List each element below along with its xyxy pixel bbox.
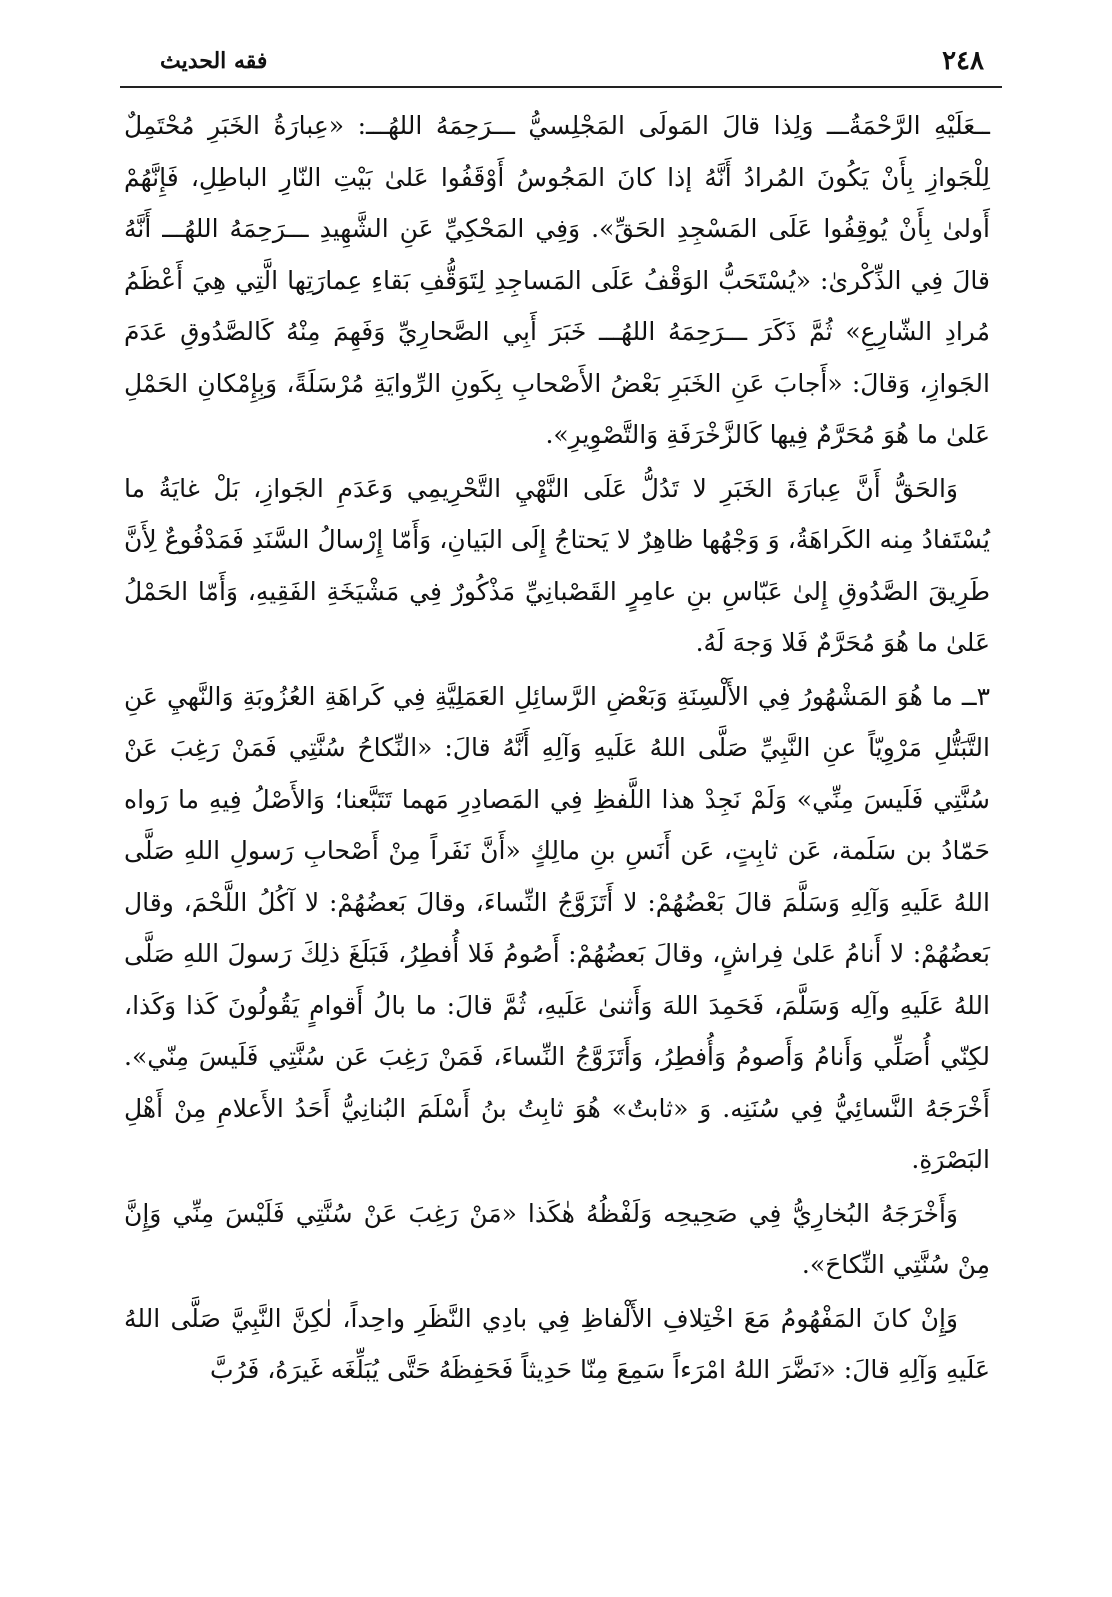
paragraph: وَالحَقُّ أَنَّ عِبارَةَ الخَبَرِ لا تَدُلُّ عَلَى النَّهْيِ التَّحْرِيمِي وَعَدَمِ الجَوازِ، بَلْ غايَةُ ما يُسْتَفادُ مِنه الكَراهَةُ، وَ وَجْهُها ظاهِرٌ لا يَحتاجُ إِلَى البَيانِ، وَأَمّا إِرْسالُ السَّنَدِ فَمَدْفُوعٌ لِأَنَّ طَرِيقَ الصَّدُوقِ إِلىٰ عَبّاسِ بنِ عامِرٍ القَصْبانِيِّ مَذْكُورٌ فِي مَشْيَخَةِ الفَقِيهِ، وَأَمّا الحَمْلُ عَلىٰ ما هُوَ مُحَرَّمٌ فَلا وَجهَ لَهُ. <box>124 473 990 657</box>
body-text <box>124 100 990 1398</box>
page-number: ٢٤٨ <box>942 46 984 76</box>
paragraph: وَأَخْرَجَهُ البُخارِيُّ فِي صَحِيحِه وَلَفْظُهُ هٰكَذا «مَنْ رَغِبَ عَنْ سُنَّتِي فَلَيْسَ مِنِّي وَإِنَّ مِنْ سُنَّتِي النِّكاحَ». <box>124 1198 990 1279</box>
header-divider <box>120 86 1002 88</box>
paragraph-numbered-3: ٣ــ ما هُوَ المَشْهُورُ فِي الأَلْسِنَةِ وَبَعْضِ الرَّسائِلِ العَمَلِيَّةِ فِي كَراهَةِ العُزُوبَةِ وَالنَّهيِ عَنِ التَّبَتُّلِ مَرْوِيّاً عنِ النَّبِيِّ صَلَّى اللهُ عَلَيهِ وَآلِهِ أَنَّهُ قالَ: «النِّكاحُ سُنَّتِي فَمَنْ رَغِبَ عَنْ سُنَّتِي فَلَيسَ مِنِّي» وَلَمْ نَجِدْ هذا اللَّفظِ فِي المَصادِرِ مَهما تَتَبَّعنا؛ وَالأَصْلُ فِيهِ ما رَواه حَمّادُ بن سَلَمة، عَن ثابِتٍ، عَن أَنَسِ بنِ مالِكٍ «أَنَّ نَفَراً مِنْ أَصْحابِ رَسولِ اللهِ صَلَّى اللهُ عَلَيهِ وَآلِهِ وَسَلَّمَ قالَ بَعْضُهُمْ: لا أَتَزَوَّجُ النِّساءَ، وقالَ بَعضُهُمْ: لا آكُلُ اللَّحْمَ، وقال بَعضُهُمْ: لا أَنامُ عَلىٰ فِراشٍ، وقالَ بَعضُهُمْ: أَصُومُ فَلا أُفطِرُ، فَبَلَغَ ذلِكَ رَسولَ اللهِ صَلَّى اللهُ عَلَيهِ وآلِه وَسَلَّمَ، فَحَمِدَ اللهَ وَأَثنىٰ عَلَيهِ، ثُمَّ قالَ: ما بالُ أَقوامٍ يَقُولُونَ كَذا وَكَذا، لكِنّي أُصَلِّي وَأَنامُ وَأَصومُ وَأُفطِرُ، وَأَتَزَوَّجُ النِّساءَ، فَمَنْ رَغِبَ عَن سُنَّتِي فَلَيسَ مِنّي». أَخْرَجَهُ النَّسائِيُّ فِي سُنَنِه. وَ «ثابتٌ» هُوَ ثابِتُ بنُ أَسْلَمَ البُنانِيُّ أَحَدُ الأَعلامِ مِنْ أَهْلِ البَصْرَةِ. <box>124 681 991 1174</box>
paragraph: وَإِنْ كانَ المَفْهُومُ مَعَ اخْتِلافِ الأَلْفاظِ فِي بادِي النَّظَرِ واحِداً، لٰكِنَّ النَّبِيَّ صَلَّى اللهُ عَلَيهِ وَآلِهِ قالَ: «نَضَّرَ اللهُ امْرَءاً سَمِعَ مِنّا حَدِيثاً فَحَفِظَهُ حَتَّى يُبَلِّغَه غَيرَهُ، فَرُبَّ <box>124 1303 990 1384</box>
book-title: فقه الحديث <box>160 48 268 74</box>
paragraph-continuation: ــعَلَيْهِ الرَّحْمَةُـــ وَلِذا قالَ المَولَى المَجْلِسيُّ ـــرَحِمَهُ اللهُـــ: «عِبارَةُ الخَبَرِ مُحْتَمِلٌ لِلْجَوازِ بِأَنْ يَكُونَ المُرادُ أَنَّهُ إذا كانَ المَجُوسُ أَوْقَفُوا عَلىٰ بَيْتِ النّارِ الباطِلِ، فَإِنَّهُمْ أَولىٰ بِأَنْ يُوقِفُوا عَلَى المَسْجِدِ الحَقِّ». وَفِي المَحْكِيِّ عَنِ الشَّهِيدِ ـــرَحِمَهُ اللهُـــ أَنَّهُ قالَ فِي الذِّكْرىٰ: «يُسْتَحَبُّ الوَقْفُ عَلَى المَساجِدِ لِتَوَقُّفِ بَقاءِ عِمارَتِها الَّتِي هِيَ أَعْظَمُ مُرادِ الشّارِعِ» ثُمَّ ذَكَرَ ـــرَحِمَهُ اللهُـــ خَبَرَ أَبِي الصَّحارِيِّ وَفَهِمَ مِنْهُ كَالصَّدُوقِ عَدَمَ الجَوازِ، وَقالَ: «أَجابَ عَنِ الخَبَرِ بَعْضُ الأَصْحابِ بِكَونِ الرِّوايَةِ مُرْسَلَةً، وَبِإِمْكانِ الحَمْلِ عَلىٰ ما هُوَ مُحَرَّمٌ فِيها كَالزَّخْرَفَةِ وَالتَّصْوِيرِ». <box>124 111 990 449</box>
running-header <box>120 44 1002 84</box>
